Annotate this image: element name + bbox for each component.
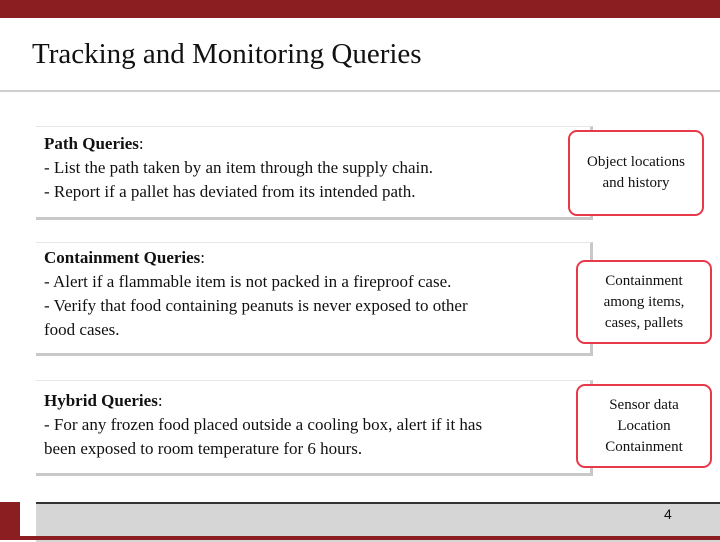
panel-path-queries: [36, 126, 593, 220]
hybrid-queries-line-2: been exposed to room temperature for 6 hours.: [44, 439, 363, 458]
containment-queries-heading-line: [44, 246, 560, 270]
path-queries-colon: :: [138, 134, 144, 153]
path-queries-text: [44, 132, 560, 204]
panel-containment-queries: [36, 242, 593, 356]
footer-left-gap: [20, 502, 36, 540]
containment-queries-line-2: - Verify that food containing peanuts is never exposed to other: [44, 296, 468, 315]
tag-object-locations-line-2: and history: [602, 175, 670, 191]
panel-hybrid-queries: [36, 380, 593, 476]
tag-sensor-data-text: [605, 395, 683, 458]
path-queries-heading-line: [44, 132, 560, 156]
tag-containment-text: [604, 271, 685, 334]
bottom-accent-line: [0, 536, 720, 540]
hybrid-queries-line-1: - For any frozen food placed outside a cooling box, alert if it has: [44, 415, 483, 434]
tag-object-locations: [568, 130, 704, 216]
path-queries-heading: Path Queries: [44, 134, 139, 153]
path-queries-line-1: - List the path taken by an item through the supply chain.: [44, 158, 434, 177]
tag-sensor-data: [576, 384, 712, 468]
hybrid-queries-colon: :: [157, 391, 163, 410]
tag-object-locations-line-1: Object locations: [587, 154, 685, 170]
tag-object-locations-text: [587, 152, 685, 194]
tag-sensor-data-line-3: Containment: [605, 438, 683, 455]
tag-containment-line-1: Containment: [605, 272, 683, 289]
tag-sensor-data-line-1: Sensor data: [609, 396, 679, 413]
top-accent-bar: [0, 0, 720, 18]
hybrid-queries-heading: Hybrid Queries: [44, 391, 158, 410]
containment-queries-line-1: - Alert if a flammable item is not packed in a fireproof case.: [44, 272, 452, 291]
containment-queries-heading: Containment Queries: [44, 248, 201, 267]
containment-queries-colon: :: [200, 248, 206, 267]
footer-left-accent: [0, 502, 20, 540]
slide-title: Tracking and Monitoring Queries: [32, 38, 422, 70]
tag-sensor-data-line-2: Location: [617, 417, 671, 434]
containment-queries-text: [44, 246, 560, 342]
containment-queries-line-3: food cases.: [44, 320, 120, 339]
hybrid-queries-heading-line: [44, 389, 560, 413]
tag-containment: [576, 260, 712, 344]
tag-containment-line-3: cases, pallets: [604, 314, 684, 331]
path-queries-line-2: - Report if a pallet has deviated from its intended path.: [44, 182, 416, 201]
title-divider: [0, 90, 720, 92]
tag-containment-line-2: among items,: [603, 293, 685, 310]
page-number: 4: [664, 506, 672, 522]
hybrid-queries-text: [44, 389, 560, 461]
